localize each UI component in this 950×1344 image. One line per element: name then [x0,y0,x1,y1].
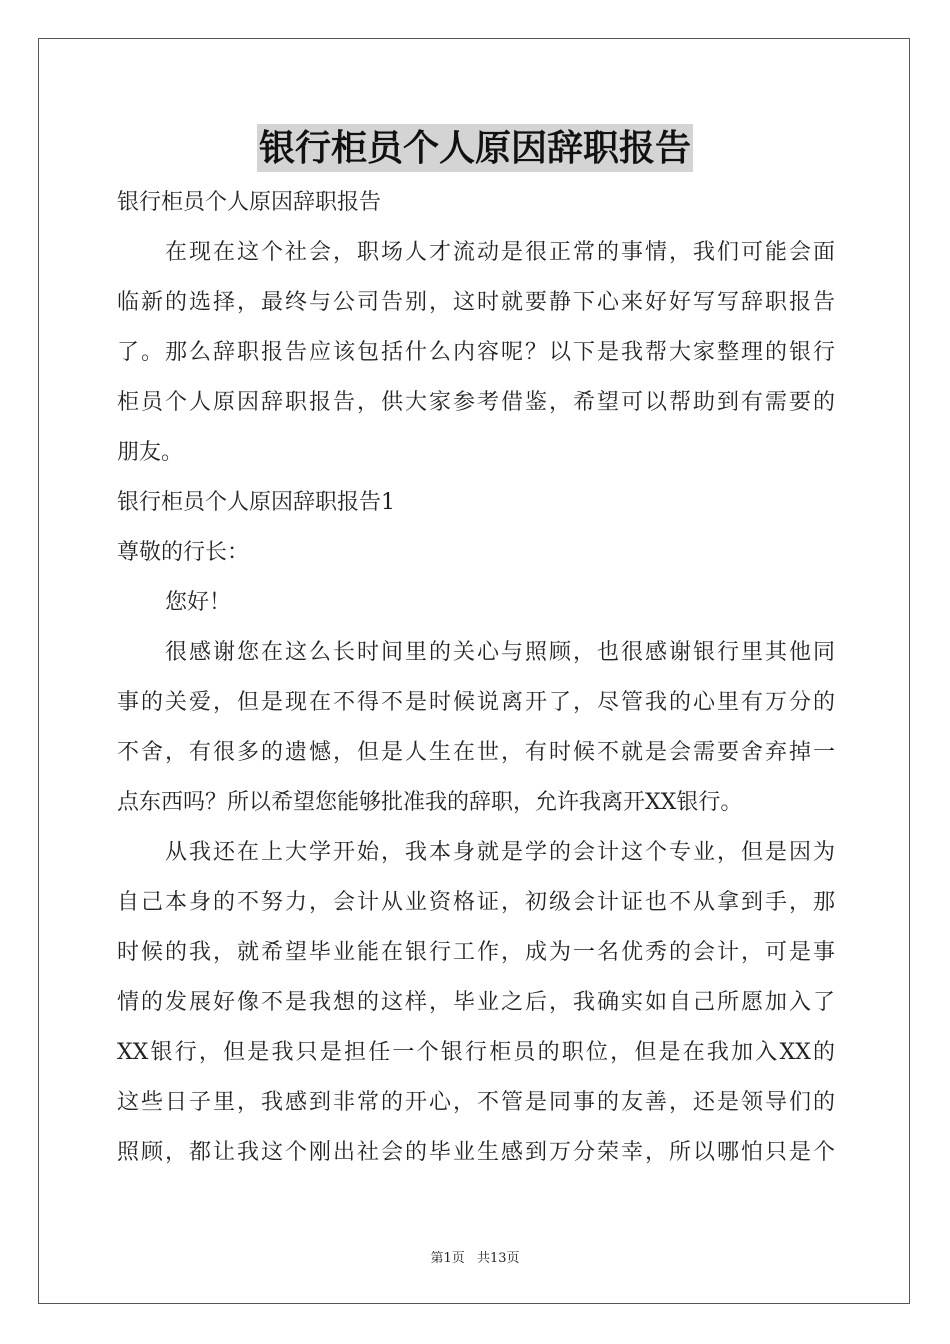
text-line: 照顾，都让我这个刚出社会的毕业生感到万分荣幸，所以哪怕只是个 [117,1140,835,1165]
page-number: 第1页 [430,1251,465,1266]
text-line: 您好！ [165,590,232,615]
text-line: 银行柜员个人原因辞职报告 [117,190,382,215]
page-footer [0,1247,950,1266]
text-line: 柜员个人原因辞职报告，供大家参考借鉴，希望可以帮助到有需要的 [117,390,835,415]
text-line: 自己本身的不努力，会计从业资格证，初级会计证也不从拿到手，那 [117,890,835,915]
text-line: 很感谢您在这么长时间里的关心与照顾，也很感谢银行里其他同 [165,640,835,665]
text-line: 不舍，有很多的遗憾，但是人生在世，有时候不就是会需要舍弃掉一 [117,740,835,765]
text-line: 时候的我，就希望毕业能在银行工作，成为一名优秀的会计，可是事 [117,940,835,965]
title-container [0,124,950,172]
text-line: 尊敬的行长： [117,540,250,565]
text-line: 情的发展好像不是我想的这样，毕业之后，我确实如自己所愿加入了 [117,990,835,1015]
document-title: 银行柜员个人原因辞职报告 [257,124,693,172]
total-pages: 共13页 [476,1251,520,1266]
text-line: 从我还在上大学开始，我本身就是学的会计这个专业，但是因为 [165,840,835,865]
text-line: 在现在这个社会，职场人才流动是很正常的事情，我们可能会面 [165,240,835,265]
text-line: 事的关爱，但是现在不得不是时候说离开了，尽管我的心里有万分的 [117,690,835,715]
document-body [117,178,835,1178]
text-line: XX银行，但是我只是担任一个银行柜员的职位，但是在我加入XX的 [117,1040,835,1065]
text-line: 点东西吗？所以希望您能够批准我的辞职，允许我离开XX银行。 [117,790,743,815]
text-line: 银行柜员个人原因辞职报告1 [117,490,395,515]
text-line: 这些日子里，我感到非常的开心，不管是同事的友善，还是领导们的 [117,1090,835,1115]
text-line: 临新的选择，最终与公司告别，这时就要静下心来好好写写辞职报告 [117,290,835,315]
text-line: 朋友。 [117,440,184,465]
text-line: 了。那么辞职报告应该包括什么内容呢？以下是我帮大家整理的银行 [117,340,835,365]
